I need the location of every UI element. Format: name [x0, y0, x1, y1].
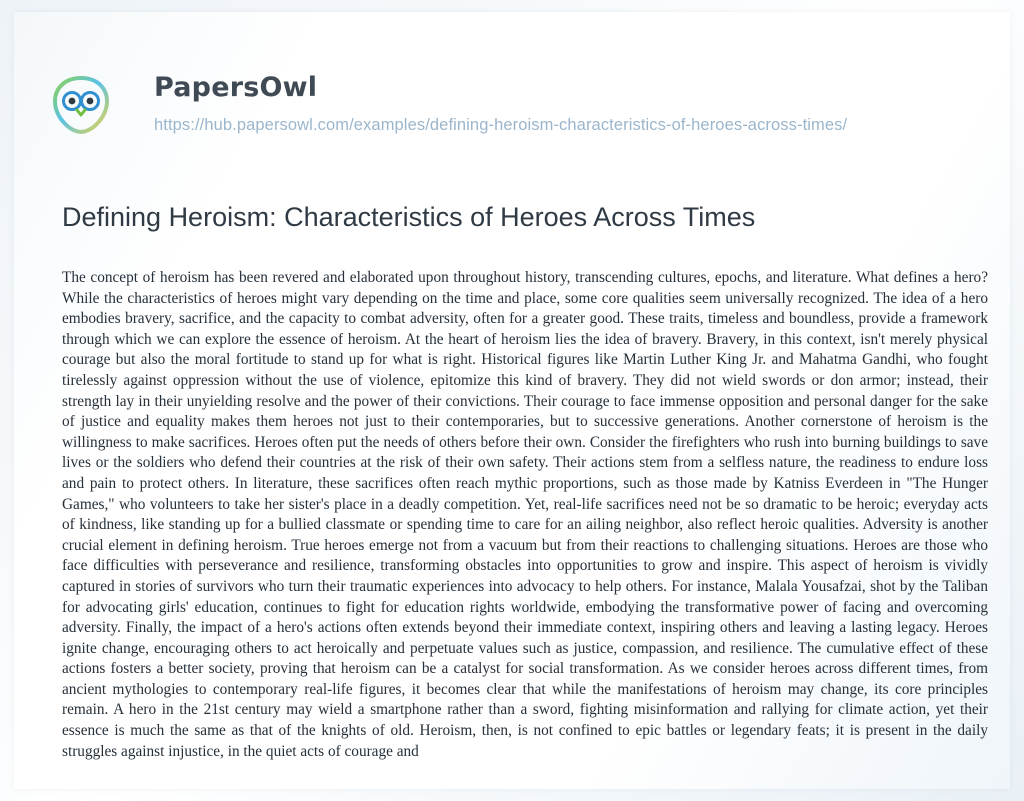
brand-name: PapersOwl — [154, 72, 318, 103]
source-url[interactable]: https://hub.papersowl.com/examples/defining-heroism-characteristics-of-heroes-across-times/ — [154, 116, 848, 134]
page-title: Defining Heroism: Characteristics of Heroes Across Times — [62, 202, 756, 233]
site-header — [14, 12, 1010, 142]
document-sheet — [14, 12, 1010, 789]
owl-logo-icon — [50, 74, 112, 136]
article-body: The concept of heroism has been revered and elaborated upon throughout history, transcending cultures, epochs, and literature. What defines a hero? While the characteristics of heroes might vary depending on the time and place, some core qualities seem universally recognized. The idea of a hero embodies bravery, sacrifice, and the capacity to combat adversity, often for a greater good. These traits, timeless and boundless, provide a framework through which we can explore the essence of heroism. At the heart of heroism lies the idea of bravery. Bravery, in this context, isn't merely physical courage but also the moral fortitude to stand up for what is right. Historical figures like Martin Luther King Jr. and Mahatma Gandhi, who fought tirelessly against oppression without the use of violence, epitomize this kind of bravery. They did not wield swords or don armor; instead, their strength lay in their unyielding resolve and the power of their convictions. Their courage to face immense opposition and personal danger for the sake of justice and equality makes them heroes not just to their contemporaries, but to successive generations. Another cornerstone of heroism is the willingness to make sacrifices. Heroes often put the needs of others before their own. Consider the firefighters who rush into burning buildings to save lives or the soldiers who defend their countries at the risk of their own safety. Their actions stem from a selfless nature, the readiness to endure loss and pain to protect others. In literature, these sacrifices often reach mythic proportions, such as those made by Katniss Everdeen in "The Hunger Games," who volunteers to take her sister's place in a deadly competition. Yet, real-life sacrifices need not be so dramatic to be heroic; everyday acts of kindness, like standing up for a bullied classmate or spending time to care for an ailing neighbor, also reflect heroic qualities. Adversity is another crucial element in defining heroism. True heroes emerge not from a vacuum but from their reactions to challenging situations. Heroes are those who face difficulties with perseverance and resilience, transforming obstacles into opportunities to grow and inspire. This aspect of heroism is vividly captured in stories of survivors who turn their traumatic experiences into advocacy to help others. For instance, Malala Yousafzai, shot by the Taliban for advocating girls' education, continues to fight for education rights worldwide, embodying the transformative power of facing and overcoming adversity. Finally, the impact of a hero's actions often extends beyond their immediate context, inspiring others and leaving a lasting legacy. Heroes ignite change, encouraging others to act heroically and perpetuate values such as justice, compassion, and resilience. The cumulative effect of these actions fosters a better society, proving that heroism can be a catalyst for social transformation. As we consider heroes across different times, from ancient mythologies to contemporary real-life figures, it becomes clear that while the manifestations of heroism may change, its core principles remain. A hero in the 21st century may wield a smartphone rather than a sword, fighting misinformation and rallying for climate action, yet their essence is much the same as that of the knights of old. Heroism, then, is not confined to epic battles or legendary feats; it is present in the daily struggles against injustice, in the quiet acts of courage and — [62, 269, 988, 760]
